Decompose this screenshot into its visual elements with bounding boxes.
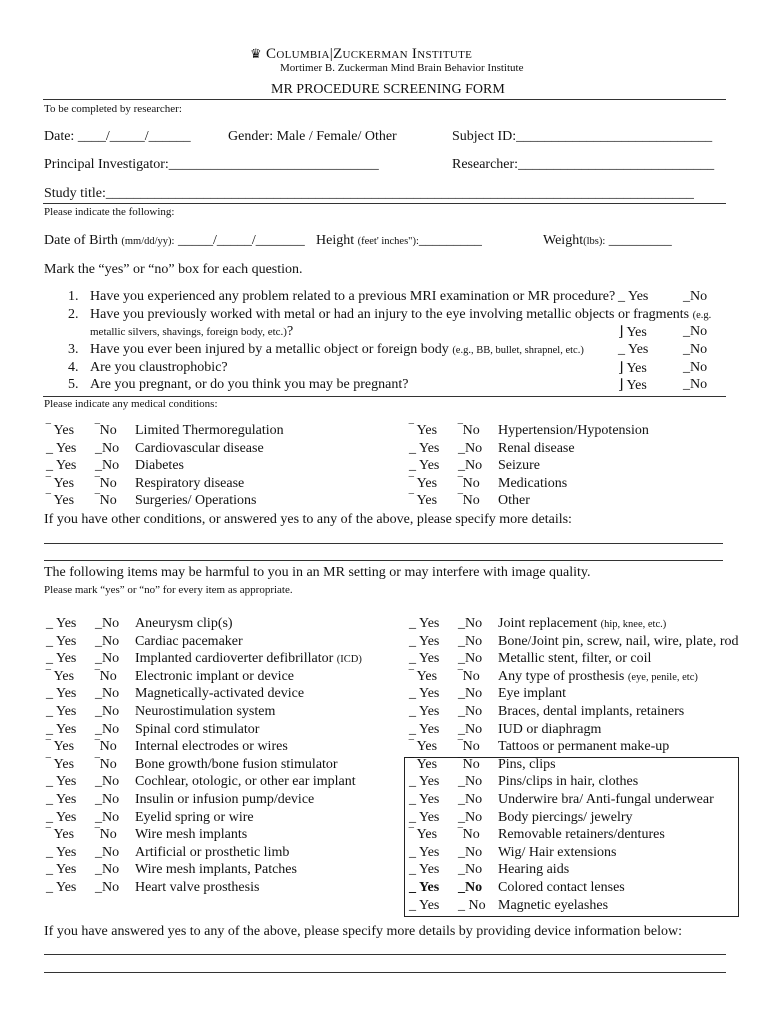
- no-checkbox[interactable]: ‾No: [95, 827, 117, 843]
- item-label-text: Artificial or prosthetic limb: [135, 844, 290, 860]
- item-label: [498, 669, 698, 685]
- logo-text: Columbia|Zuckerman Institute: [266, 46, 473, 62]
- yes-checkbox[interactable]: _ Yes: [409, 651, 440, 667]
- no-checkbox[interactable]: _No: [458, 686, 483, 702]
- item-label: [498, 441, 575, 457]
- no-checkbox[interactable]: _No: [95, 880, 120, 895]
- yes-checkbox[interactable]: ‾ Yes: [409, 493, 438, 509]
- question-row: [68, 289, 615, 305]
- yes-checkbox[interactable]: _ Yes: [409, 633, 440, 649]
- logo-name: [250, 46, 523, 63]
- mark-instruction: Mark the “yes” or “no” box for each question.: [44, 262, 303, 277]
- no-checkbox[interactable]: ‾No: [95, 756, 117, 772]
- question-number: 4.: [68, 360, 79, 375]
- item-label: [135, 739, 288, 755]
- subject-id-field[interactable]: Subject ID:____________________________: [452, 129, 713, 144]
- question-hint: (e.g., BB, bullet, shrapnel, etc.): [452, 345, 584, 356]
- no-checkbox[interactable]: ‾No: [458, 756, 480, 772]
- no-checkbox[interactable]: ‾No: [95, 668, 117, 684]
- item-label: [135, 722, 259, 738]
- yes-checkbox[interactable]: ‾ Yes: [46, 493, 75, 509]
- item-label: [498, 704, 684, 720]
- item-label: [135, 704, 275, 720]
- item-label: [498, 862, 569, 878]
- item-label-text: Colored contact lenses: [498, 880, 625, 895]
- yes-checkbox[interactable]: _ Yes: [618, 289, 649, 304]
- item-label: [135, 458, 184, 474]
- question-hint: (e.g.: [692, 310, 712, 321]
- dob-format: (mm/dd/yy):: [121, 236, 175, 247]
- yes-checkbox[interactable]: _ Yes: [46, 651, 77, 667]
- yes-checkbox[interactable]: ‾ Yes: [46, 739, 75, 755]
- yes-checkbox[interactable]: _ Yes: [409, 721, 440, 737]
- no-checkbox[interactable]: _No: [95, 844, 120, 860]
- no-checkbox[interactable]: _No: [458, 862, 483, 878]
- no-checkbox[interactable]: ‾No: [95, 739, 117, 755]
- yes-checkbox[interactable]: ‾ Yes: [46, 756, 75, 772]
- item-label: [498, 774, 638, 790]
- question-number: 3.: [68, 342, 79, 357]
- no-checkbox[interactable]: _No: [458, 844, 483, 860]
- divider: [43, 99, 726, 100]
- item-label-text: Spinal cord stimulator: [135, 721, 260, 737]
- item-label: [498, 739, 669, 755]
- item-label: [135, 792, 314, 808]
- yes-checkbox[interactable]: _ Yes: [409, 616, 440, 631]
- yes-checkbox[interactable]: _ Yes: [409, 897, 440, 913]
- crown-icon: ♛: [250, 46, 262, 61]
- item-label-text: Internal electrodes or wires: [135, 739, 288, 755]
- question-text: Have you ever been injured by a metallic object or foreign body: [90, 342, 449, 357]
- item-label: [135, 651, 362, 667]
- item-label-text: Cardiac pacemaker: [135, 633, 243, 649]
- item-label-text: Implanted cardioverter defibrillator: [135, 651, 334, 667]
- dob-label: Date of Birth: [44, 233, 118, 248]
- no-checkbox[interactable]: _No: [95, 440, 120, 456]
- item-label: [498, 458, 540, 474]
- no-checkbox[interactable]: _ No: [458, 897, 486, 913]
- item-label: [135, 669, 294, 685]
- yes-checkbox[interactable]: ‾ Yes: [409, 423, 438, 438]
- institute-logo: [250, 46, 523, 74]
- item-label: [498, 845, 616, 861]
- yes-checkbox[interactable]: ‾ Yes: [409, 827, 438, 843]
- yes-checkbox[interactable]: _ Yes: [409, 844, 440, 860]
- yes-checkbox[interactable]: _ Yes: [409, 792, 440, 807]
- yes-checkbox[interactable]: _ Yes: [46, 844, 77, 860]
- item-label-text: Braces, dental implants, retainers: [498, 704, 685, 719]
- no-checkbox[interactable]: _No: [458, 704, 483, 719]
- divider: [43, 396, 726, 397]
- item-hint: (ICD): [336, 654, 362, 666]
- item-label: [498, 476, 567, 492]
- yes-checkbox[interactable]: _ Yes: [618, 342, 649, 357]
- date-field[interactable]: Date: ____/_____/______: [44, 129, 191, 144]
- no-checkbox[interactable]: ‾No: [95, 493, 117, 509]
- no-checkbox[interactable]: _No: [458, 880, 483, 895]
- no-checkbox[interactable]: _No: [95, 721, 120, 737]
- no-checkbox[interactable]: _No: [458, 458, 483, 474]
- question-number: 2.: [68, 307, 79, 322]
- no-checkbox[interactable]: ‾No: [458, 493, 480, 509]
- item-label-text: Magnetically-activated device: [135, 686, 305, 702]
- question-continuation: [90, 324, 293, 340]
- yes-checkbox[interactable]: _ Yes: [46, 440, 77, 456]
- item-label-text: Underwire bra/ Anti-fungal underwear: [498, 792, 714, 807]
- item-label: [498, 493, 530, 509]
- no-checkbox[interactable]: _No: [95, 704, 120, 719]
- items-note: Please mark “yes” or “no” for every item as appropriate.: [44, 584, 293, 596]
- item-label-text: Hypertension/Hypotension: [498, 423, 649, 438]
- item-hint: (hip, knee, etc.): [600, 619, 667, 630]
- item-label: [498, 810, 633, 826]
- height-blank[interactable]: _________: [418, 233, 482, 248]
- weight-label: Weight: [543, 233, 584, 248]
- item-label: [135, 476, 244, 492]
- dob-blank[interactable]: _____/_____/_______: [177, 233, 305, 248]
- no-checkbox[interactable]: _No: [95, 458, 120, 474]
- yes-checkbox[interactable]: _ Yes: [409, 704, 440, 719]
- details-line[interactable]: [44, 560, 723, 561]
- item-label: [135, 634, 243, 650]
- yes-checkbox[interactable]: ‾ Yes: [46, 475, 75, 491]
- item-label-text: Bone growth/bone fusion stimulator: [135, 756, 338, 772]
- item-label: [498, 616, 666, 632]
- item-label: [135, 686, 304, 702]
- item-label: [135, 810, 254, 826]
- yes-checkbox[interactable]: _ Yes: [46, 809, 77, 825]
- no-checkbox[interactable]: _No: [95, 651, 120, 667]
- item-label: [135, 774, 356, 790]
- yes-checkbox[interactable]: ‾ Yes: [409, 756, 438, 772]
- question-text: Have you experienced any problem related to a previous MRI examination or MR procedure?: [90, 289, 616, 304]
- no-checkbox[interactable]: ‾No: [95, 423, 117, 438]
- yes-checkbox[interactable]: _ Yes: [409, 686, 440, 702]
- item-label: [135, 845, 289, 861]
- yes-checkbox[interactable]: _ Yes: [46, 616, 77, 631]
- question-text: Have you previously worked with metal or had an injury to the eye involving metallic objects or fragments: [90, 307, 690, 322]
- item-label: [498, 634, 739, 650]
- no-checkbox[interactable]: ‾No: [458, 668, 480, 684]
- item-label: [498, 722, 601, 738]
- yes-checkbox[interactable]: _ Yes: [46, 633, 77, 649]
- divider: [43, 203, 726, 204]
- question-hint: metallic silvers, shavings, foreign body, etc.): [90, 326, 287, 338]
- item-label-text: Wire mesh implants: [135, 827, 248, 843]
- no-checkbox[interactable]: _No: [458, 440, 483, 456]
- item-label: [135, 827, 247, 843]
- yes-checkbox[interactable]: ‾ Yes: [409, 475, 438, 491]
- yes-checkbox[interactable]: _ Yes: [46, 862, 77, 878]
- item-label: [498, 651, 651, 667]
- item-label-text: Eyelid spring or wire: [135, 809, 254, 825]
- researcher-note: To be completed by researcher:: [44, 103, 182, 115]
- height-field[interactable]: [316, 233, 482, 249]
- no-checkbox[interactable]: ‾No: [95, 475, 117, 491]
- item-label-text: Limited Thermoregulation: [135, 423, 284, 438]
- item-label: [498, 898, 608, 914]
- yes-checkbox[interactable]: ⌋ Yes: [618, 378, 647, 393]
- no-checkbox[interactable]: ‾No: [458, 475, 480, 491]
- no-checkbox[interactable]: _No: [95, 686, 120, 702]
- item-label-text: Other: [498, 493, 530, 509]
- yes-checkbox[interactable]: _ Yes: [46, 774, 77, 790]
- details-line[interactable]: [44, 543, 723, 544]
- item-label-text: Wire mesh implants, Patches: [135, 862, 297, 878]
- item-label: [498, 880, 625, 896]
- item-label: [135, 616, 233, 632]
- item-label-text: Cochlear, otologic, or other ear implant: [135, 774, 356, 790]
- logo-subtitle: Mortimer B. Zuckerman Mind Brain Behavior Institute: [280, 62, 524, 74]
- question-number: 5.: [68, 377, 79, 392]
- details-line[interactable]: [44, 954, 726, 955]
- item-label-text: Tattoos or permanent make-up: [498, 739, 670, 755]
- yes-checkbox[interactable]: ⌋ Yes: [618, 361, 647, 376]
- item-label: [498, 423, 649, 439]
- question-mark: ?: [286, 324, 294, 339]
- no-checkbox[interactable]: _No: [458, 721, 483, 737]
- yes-checkbox[interactable]: ‾ Yes: [409, 739, 438, 755]
- yes-checkbox[interactable]: _ Yes: [409, 880, 440, 895]
- item-label: [135, 423, 284, 439]
- no-checkbox[interactable]: ‾No: [458, 827, 480, 843]
- personal-note: Please indicate the following:: [44, 206, 175, 218]
- item-label-text: Pins/clips in hair, clothes: [498, 774, 639, 790]
- no-checkbox[interactable]: _No: [95, 774, 120, 790]
- study-title-field[interactable]: Study title:____________________________________________________________________________________: [44, 186, 694, 201]
- no-checkbox[interactable]: _No: [683, 360, 708, 375]
- yes-checkbox[interactable]: _ Yes: [409, 809, 440, 825]
- question-row: [68, 342, 584, 358]
- weight-field[interactable]: [543, 233, 672, 249]
- yes-checkbox[interactable]: _ Yes: [46, 704, 77, 719]
- item-hint: (eye, penile, etc): [627, 671, 698, 683]
- question-row: [68, 360, 228, 376]
- height-format: (feet' inches"):: [357, 236, 419, 247]
- no-checkbox[interactable]: _No: [458, 809, 483, 825]
- item-label: [135, 441, 264, 457]
- item-label: [135, 757, 338, 773]
- item-label: [135, 493, 256, 509]
- question-text: Are you pregnant, or do you think you may be pregnant?: [90, 377, 409, 392]
- dob-field[interactable]: [44, 233, 305, 249]
- item-label-text: Joint replacement: [498, 616, 598, 631]
- item-label-text: Hearing aids: [498, 862, 570, 878]
- yes-checkbox[interactable]: _ Yes: [409, 440, 440, 456]
- item-label-text: Magnetic eyelashes: [498, 897, 609, 913]
- other-details-prompt: If you have other conditions, or answered yes to any of the above, please specify more details:: [44, 512, 572, 527]
- item-label: [135, 880, 259, 896]
- item-label: [498, 792, 714, 808]
- item-label-text: Surgeries/ Operations: [135, 493, 257, 509]
- yes-checkbox[interactable]: _ Yes: [409, 862, 440, 878]
- item-label: [498, 686, 566, 702]
- item-label-text: Cardiovascular disease: [135, 440, 264, 456]
- details-line[interactable]: [44, 972, 726, 973]
- no-checkbox[interactable]: _No: [95, 616, 120, 631]
- no-checkbox[interactable]: _No: [683, 289, 708, 304]
- no-checkbox[interactable]: _No: [458, 616, 483, 631]
- item-label-text: Aneurysm clip(s): [135, 616, 233, 631]
- item-label-text: Wig/ Hair extensions: [498, 844, 617, 860]
- no-checkbox[interactable]: ‾No: [458, 423, 480, 438]
- item-label-text: Insulin or infusion pump/device: [135, 792, 315, 807]
- no-checkbox[interactable]: _No: [458, 633, 483, 649]
- item-label-text: Removable retainers/dentures: [498, 827, 665, 843]
- item-label-text: Bone/Joint pin, screw, nail, wire, plate, rod: [498, 633, 739, 649]
- gender-field[interactable]: Gender: Male / Female/ Other: [228, 129, 397, 144]
- no-checkbox[interactable]: ‾No: [458, 739, 480, 755]
- item-label-text: Body piercings/ jewelry: [498, 809, 633, 825]
- yes-checkbox[interactable]: ‾ Yes: [46, 423, 75, 438]
- item-label-text: Respiratory disease: [135, 475, 245, 491]
- item-label-text: Neurostimulation system: [135, 704, 276, 719]
- items-intro: The following items may be harmful to you in an MR setting or may interfere with image quality.: [44, 565, 591, 580]
- yes-checkbox[interactable]: ‾ Yes: [46, 668, 75, 684]
- no-checkbox[interactable]: _No: [683, 324, 708, 339]
- yes-checkbox[interactable]: _ Yes: [409, 458, 440, 474]
- question-number: 1.: [68, 289, 79, 304]
- yes-checkbox[interactable]: ⌋ Yes: [618, 325, 647, 340]
- no-checkbox[interactable]: _No: [683, 342, 708, 357]
- item-label-text: Heart valve prosthesis: [135, 880, 260, 895]
- item-label: [498, 827, 665, 843]
- item-label-text: IUD or diaphragm: [498, 721, 602, 737]
- no-checkbox[interactable]: _No: [458, 792, 483, 807]
- yes-checkbox[interactable]: _ Yes: [46, 686, 77, 702]
- no-checkbox[interactable]: _No: [458, 774, 483, 790]
- no-checkbox[interactable]: _No: [458, 651, 483, 667]
- height-label: Height: [316, 233, 355, 248]
- question-text: Are you claustrophobic?: [90, 360, 228, 375]
- device-details-prompt: If you have answered yes to any of the above, please specify more details by providing device information below:: [44, 924, 682, 939]
- yes-checkbox[interactable]: ‾ Yes: [46, 827, 75, 843]
- item-label: [135, 862, 297, 878]
- no-checkbox[interactable]: _No: [95, 809, 120, 825]
- weight-format: (lbs):: [583, 236, 606, 247]
- item-label-text: Eye implant: [498, 686, 567, 702]
- item-label-text: Seizure: [498, 458, 540, 474]
- conditions-note: Please indicate any medical conditions:: [44, 398, 218, 410]
- no-checkbox[interactable]: _No: [95, 862, 120, 878]
- yes-checkbox[interactable]: _ Yes: [409, 774, 440, 790]
- researcher-field[interactable]: Researcher:____________________________: [452, 157, 715, 172]
- yes-checkbox[interactable]: ‾ Yes: [409, 668, 438, 684]
- form-title: MR PROCEDURE SCREENING FORM: [271, 82, 505, 97]
- no-checkbox[interactable]: _No: [683, 377, 708, 392]
- no-checkbox[interactable]: _No: [95, 792, 120, 807]
- item-label-text: Renal disease: [498, 440, 575, 456]
- item-label-text: Any type of prosthesis: [498, 668, 625, 684]
- item-label-text: Metallic stent, filter, or coil: [498, 651, 652, 667]
- question-row: [68, 307, 711, 323]
- item-label-text: Medications: [498, 475, 568, 491]
- yes-checkbox[interactable]: _ Yes: [46, 721, 77, 737]
- item-label-text: Electronic implant or device: [135, 668, 294, 684]
- weight-blank[interactable]: _________: [608, 233, 672, 248]
- item-label-text: Pins, clips: [498, 756, 556, 772]
- item-label: [498, 757, 556, 773]
- no-checkbox[interactable]: _No: [95, 633, 120, 649]
- question-row: [68, 377, 408, 393]
- principal-investigator-field[interactable]: Principal Investigator:______________________________: [44, 157, 379, 172]
- item-label-text: Diabetes: [135, 458, 184, 474]
- yes-checkbox[interactable]: _ Yes: [46, 880, 77, 895]
- yes-checkbox[interactable]: _ Yes: [46, 458, 77, 474]
- yes-checkbox[interactable]: _ Yes: [46, 792, 77, 807]
